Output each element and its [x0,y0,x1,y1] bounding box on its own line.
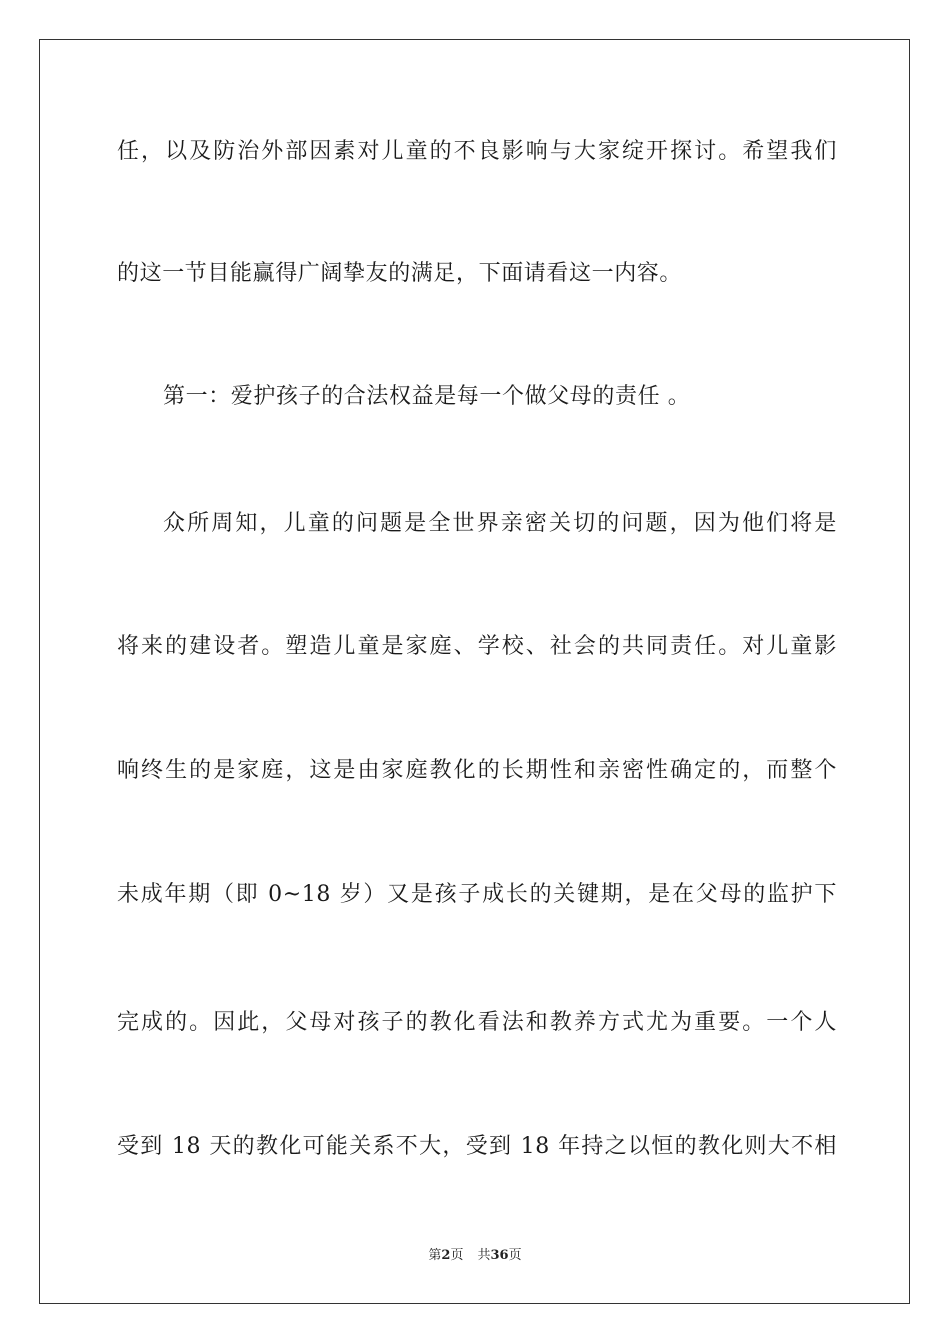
footer-page-number: 2 [441,1248,451,1263]
section-heading: 第一：爱护孩子的合法权益是每一个做父母的责任 。 [163,384,691,409]
page-footer [0,1247,950,1265]
footer-total-suffix: 页 [508,1248,522,1263]
text-line-8: 完成的。因此，父母对孩子的教化看法和教养方式尤为重要。一个人 [117,1010,837,1035]
page-border [39,39,910,1304]
text-line-6: 响终生的是家庭，这是由家庭教化的长期性和亲密性确定的，而整个 [117,758,837,783]
text-line-7: 未成年期（即 0~18 岁）又是孩子成长的关键期，是在父母的监护下 [117,882,837,907]
text-line-5: 将来的建设者。塑造儿童是家庭、学校、社会的共同责任。对儿童影 [117,634,837,659]
footer-page-suffix: 页 [450,1248,464,1263]
footer-page-prefix: 第 [428,1248,442,1263]
text-line-1: 任，以及防治外部因素对儿童的不良影响与大家绽开探讨。希望我们 [117,139,837,164]
text-line-9: 受到 18 天的教化可能关系不大，受到 18 年持之以恒的教化则大不相 [117,1134,837,1159]
text-line-2: 的这一节目能赢得广阔挚友的满足，下面请看这一内容。 [117,261,683,286]
text-line-4: 众所周知，儿童的问题是全世界亲密关切的问题，因为他们将是 [163,511,837,536]
footer-total-pages: 36 [490,1248,509,1263]
footer-total-prefix: 共 [477,1248,491,1263]
